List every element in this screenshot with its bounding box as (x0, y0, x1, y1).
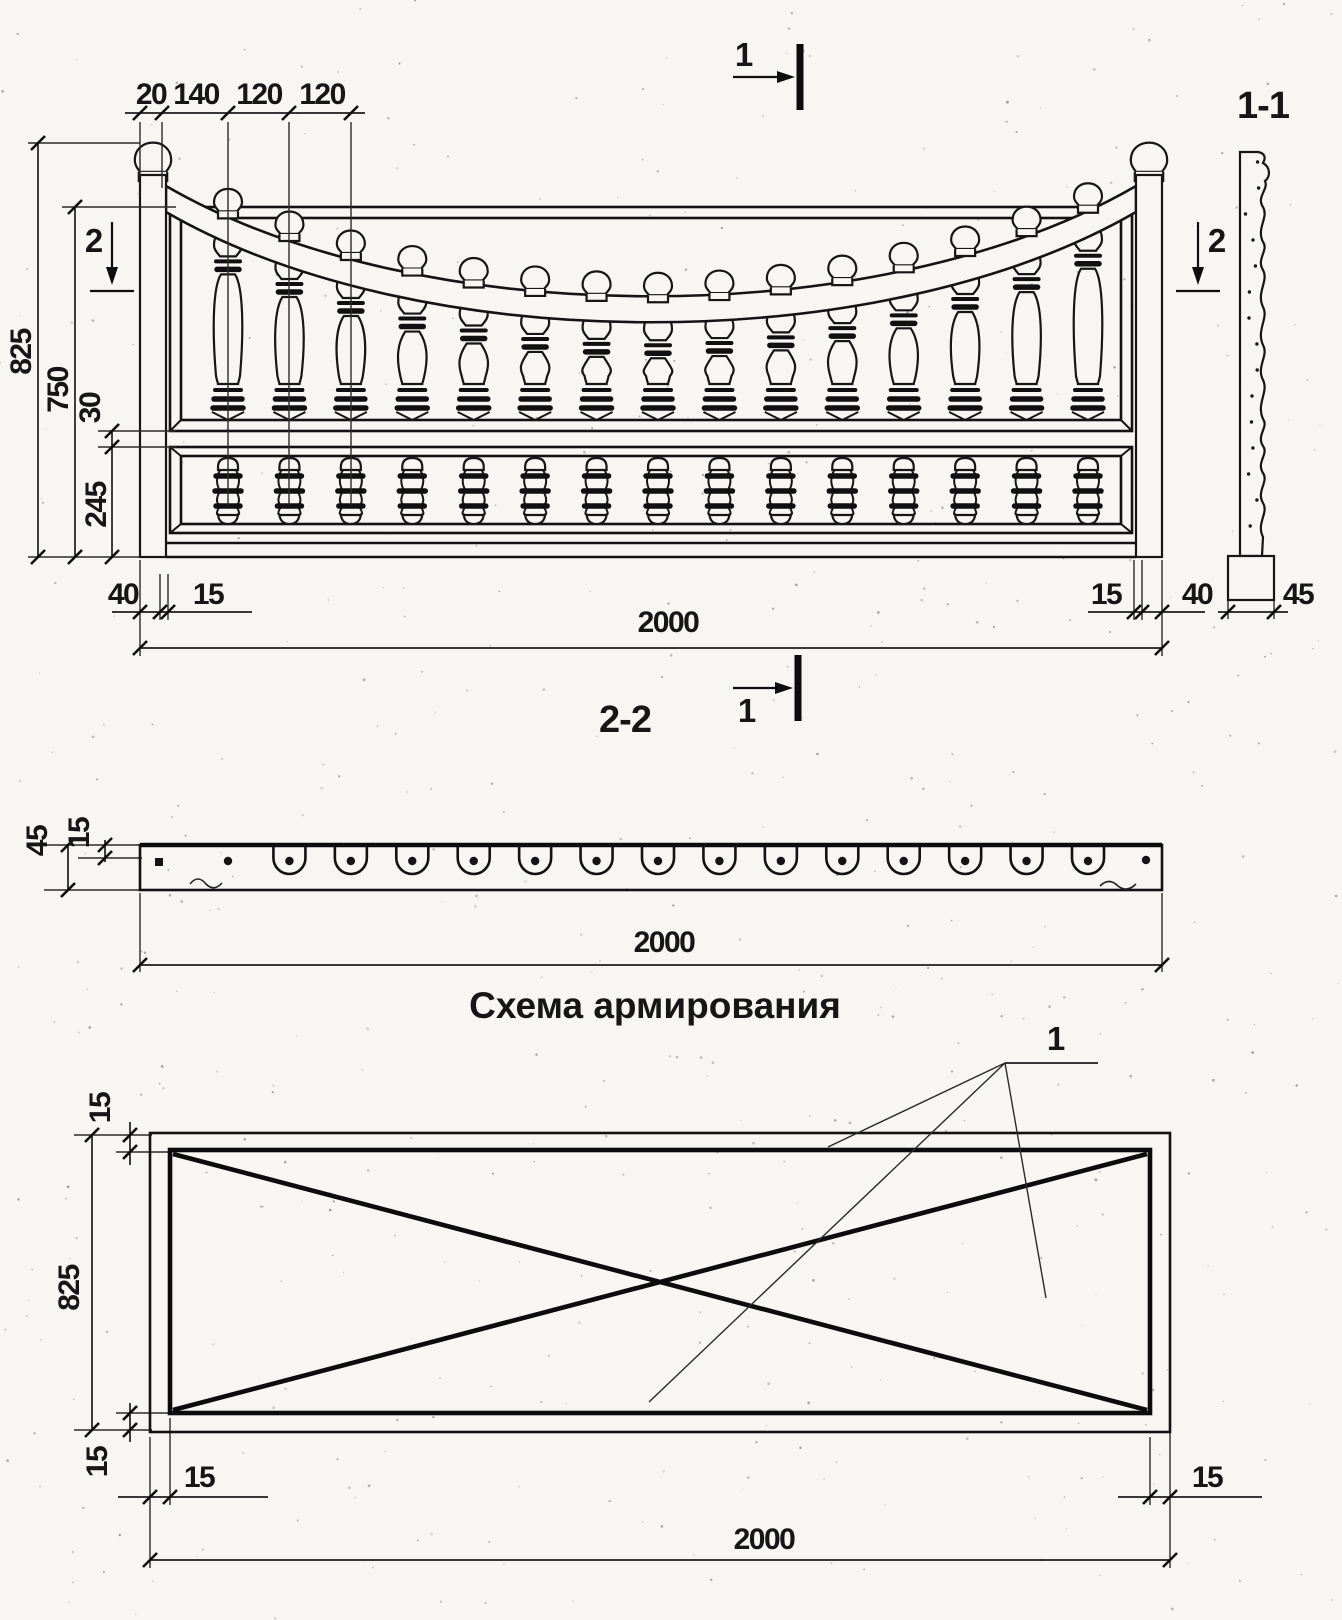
baluster-short (399, 458, 425, 524)
dim-750: 750 (42, 367, 75, 413)
finial (521, 266, 549, 296)
dim-2000-section22: 2000 (633, 926, 695, 959)
rebar-dot (347, 857, 355, 865)
baluster-tall (581, 313, 613, 420)
rebar-dot (470, 857, 478, 865)
end-post-right (1136, 175, 1162, 557)
baluster-tall (703, 312, 735, 420)
dim-15-reinf-top: 15 (84, 1092, 117, 1124)
rebar-dot (1084, 857, 1092, 865)
rebar-dot (285, 857, 293, 865)
finial (1013, 207, 1041, 237)
finial (951, 226, 979, 256)
rebar-mark-1: 1 (1046, 1020, 1066, 1057)
baluster-tall (1072, 225, 1104, 420)
finial (583, 271, 611, 301)
labels (5, 36, 1314, 1556)
dim-2000-elevation: 2000 (637, 606, 699, 639)
rebar-dot (715, 857, 723, 865)
section-cut-2-left-label: 2 (84, 222, 104, 259)
baluster-tall (458, 300, 490, 420)
rebar-dot (592, 857, 600, 865)
baluster-short (522, 458, 548, 524)
finial (767, 265, 795, 295)
dim-15-right: 15 (1090, 578, 1122, 611)
rebar-dot (838, 857, 846, 865)
dim-15-reinf-right: 15 (1191, 1461, 1223, 1494)
baluster-short (952, 458, 978, 524)
section-2-2-title: 2-2 (599, 699, 651, 741)
finial (705, 271, 733, 301)
section-2-2-view (140, 845, 1162, 890)
section-cut-1-top-label: 1 (734, 36, 754, 73)
finial (1074, 183, 1102, 213)
section-1-1-view (1228, 152, 1274, 600)
baluster-tall (826, 297, 858, 420)
rail-section-strip (140, 845, 1162, 890)
baluster-short (768, 458, 794, 524)
dim-120-b: 120 (299, 78, 345, 111)
leader-line (649, 1063, 1005, 1402)
dim-15-reinf-bottom: 15 (81, 1446, 114, 1478)
baluster-tall (765, 306, 797, 420)
baluster-short (1014, 458, 1040, 524)
dim-120-a: 120 (236, 78, 282, 111)
finial (644, 273, 672, 303)
baluster-tall (1011, 248, 1043, 420)
baluster-tall (519, 308, 551, 420)
baluster-short (645, 458, 671, 524)
reinforcement-title: Схема армирования (469, 985, 841, 1026)
rebar-dot (961, 857, 969, 865)
rebar-dot (777, 857, 785, 865)
section-cut-2-right-label: 2 (1207, 222, 1227, 259)
reinforcement-scheme-view (150, 1063, 1170, 1432)
dim-15-left: 15 (192, 578, 224, 611)
baluster-short (829, 458, 855, 524)
rebar-dot (408, 857, 416, 865)
finial (460, 258, 488, 288)
end-post-left (140, 175, 166, 557)
baluster-short (891, 458, 917, 524)
baluster-short (461, 458, 487, 524)
dim-30: 30 (74, 392, 107, 424)
baluster-tall (888, 284, 920, 420)
dim-2000-reinf: 2000 (733, 1523, 795, 1556)
rebar-dot (654, 857, 662, 865)
dim-45-section22: 45 (21, 825, 54, 857)
finial (828, 256, 856, 286)
dim-825: 825 (5, 329, 38, 375)
rebar-dot (1022, 857, 1030, 865)
baluster-tall (642, 314, 674, 420)
baluster-tall (949, 268, 981, 420)
dim-15-section22: 15 (63, 817, 96, 849)
dim-45-section11: 45 (1282, 578, 1314, 611)
section-cut-1-bottom-label: 1 (737, 692, 757, 729)
dim-245: 245 (80, 482, 113, 528)
dim-40-left: 40 (107, 578, 139, 611)
leader-line (828, 1063, 1005, 1147)
baluster-short (706, 458, 732, 524)
baluster-short (1075, 458, 1101, 524)
baluster-short (584, 458, 610, 524)
dim-20: 20 (135, 78, 167, 111)
dim-40-right: 40 (1181, 578, 1213, 611)
rebar-dot (531, 857, 539, 865)
rebar-dot (900, 857, 908, 865)
section-1-1-title: 1-1 (1237, 85, 1289, 127)
baluster-tall (396, 288, 428, 420)
finial (890, 243, 918, 272)
dim-825-reinf: 825 (53, 1265, 86, 1311)
dim-15-reinf-left: 15 (183, 1461, 215, 1494)
dim-140: 140 (173, 78, 219, 111)
baluster-profile-section (1240, 152, 1269, 556)
section-base (1228, 556, 1274, 600)
finial (398, 246, 426, 276)
rebar-end-square (155, 858, 163, 866)
